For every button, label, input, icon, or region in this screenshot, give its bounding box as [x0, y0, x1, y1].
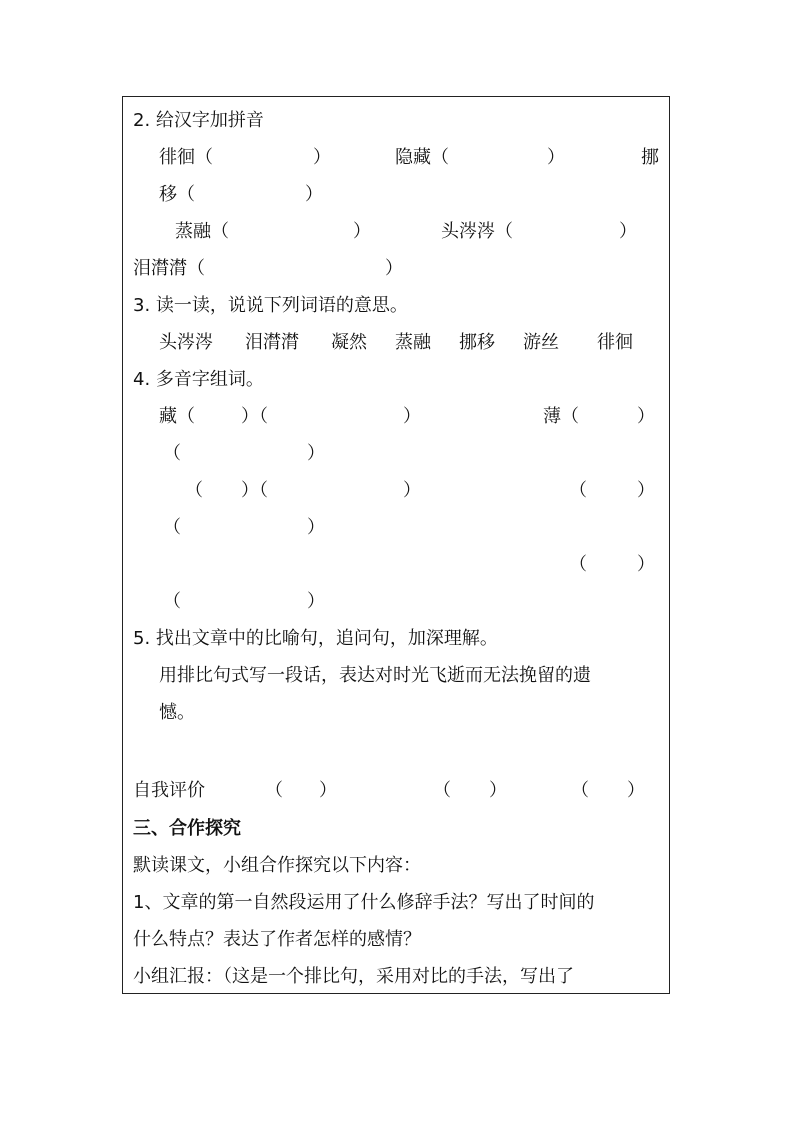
q4-paren-close: ）: [403, 406, 421, 427]
q2-item-zhengrong: 蒸融（: [175, 221, 229, 242]
q4-paren-open: （: [163, 517, 181, 538]
q3-word: 凝然: [331, 332, 367, 353]
section3-report: 小组汇报：（这是一个排比句，采用对比的手法，写出了: [133, 966, 574, 987]
q2-item-paihuai: 徘徊（: [159, 147, 213, 168]
self-eval-label: 自我评价: [133, 780, 205, 801]
q4-paren-close: ）: [307, 443, 325, 464]
q4-paren-close: ）: [637, 480, 655, 501]
q2-paren-close: ）: [547, 147, 565, 168]
q5-task-line1: 用排比句式写一段话，表达对时光飞逝而无法挽留的遗: [159, 665, 591, 686]
q2-paren-close: ）: [353, 221, 371, 242]
q2-paren-close: ）: [385, 258, 403, 279]
q4-paren-pair: ）（: [241, 480, 268, 501]
q4-paren-open: （: [163, 591, 181, 612]
q4-paren-open: （: [163, 443, 181, 464]
self-eval-paren-close: ）: [627, 780, 645, 801]
self-eval-paren-open: （: [571, 780, 589, 801]
q4-paren-close: ）: [637, 554, 655, 575]
section3-intro: 默读课文，小组合作探究以下内容：: [133, 855, 421, 876]
q2-paren-close: ）: [305, 184, 323, 205]
q4-bao: 薄（: [543, 406, 579, 427]
q4-title: 4. 多音字组词。: [133, 369, 264, 390]
q4-paren-open: （: [569, 480, 587, 501]
self-eval-paren-close: ）: [489, 780, 507, 801]
q4-paren-close: ）: [307, 517, 325, 538]
q4-zang: 藏（: [159, 406, 195, 427]
q2-title: 2. 给汉字加拼音: [133, 110, 264, 131]
q3-word: 蒸融: [395, 332, 431, 353]
worksheet-table: [122, 96, 670, 994]
q2-paren-close: ）: [619, 221, 637, 242]
q2-paren-close: ）: [313, 147, 331, 168]
q4-paren-close: ）: [637, 406, 655, 427]
q2-item-leishanshan: 泪潸潸（: [133, 258, 205, 279]
q2-item-yincang: 隐藏（: [395, 147, 449, 168]
q5-title: 5. 找出文章中的比喻句，追问句，加深理解。: [133, 628, 498, 649]
q3-title: 3. 读一读，说说下列词语的意思。: [133, 295, 408, 316]
q4-paren-open: （: [569, 554, 587, 575]
section3-q1-line1: 1、文章的第一自然段运用了什么修辞手法？写出了时间的: [133, 892, 595, 913]
self-eval-paren-open: （: [265, 780, 283, 801]
section3-heading: 三、合作探究: [133, 818, 241, 839]
q3-word: 头涔涔: [159, 332, 213, 353]
q3-word: 挪移: [459, 332, 495, 353]
q2-item-toucencen: 头涔涔（: [441, 221, 513, 242]
section3-q1-line2: 什么特点？表达了作者怎样的感情？: [133, 929, 421, 950]
self-eval-paren-close: ）: [319, 780, 337, 801]
q3-word: 泪潸潸: [245, 332, 299, 353]
q2-item-nuoyi-part1: 挪: [641, 147, 659, 168]
q2-item-nuoyi-part2: 移（: [159, 184, 195, 205]
q4-paren-pair: ）（: [241, 406, 268, 427]
q5-task-line2: 憾。: [159, 702, 195, 723]
q3-word: 游丝: [523, 332, 559, 353]
q4-paren-open: （: [185, 480, 203, 501]
q3-word: 徘徊: [597, 332, 633, 353]
q4-paren-close: ）: [403, 480, 421, 501]
self-eval-paren-open: （: [433, 780, 451, 801]
q4-paren-close: ）: [307, 591, 325, 612]
